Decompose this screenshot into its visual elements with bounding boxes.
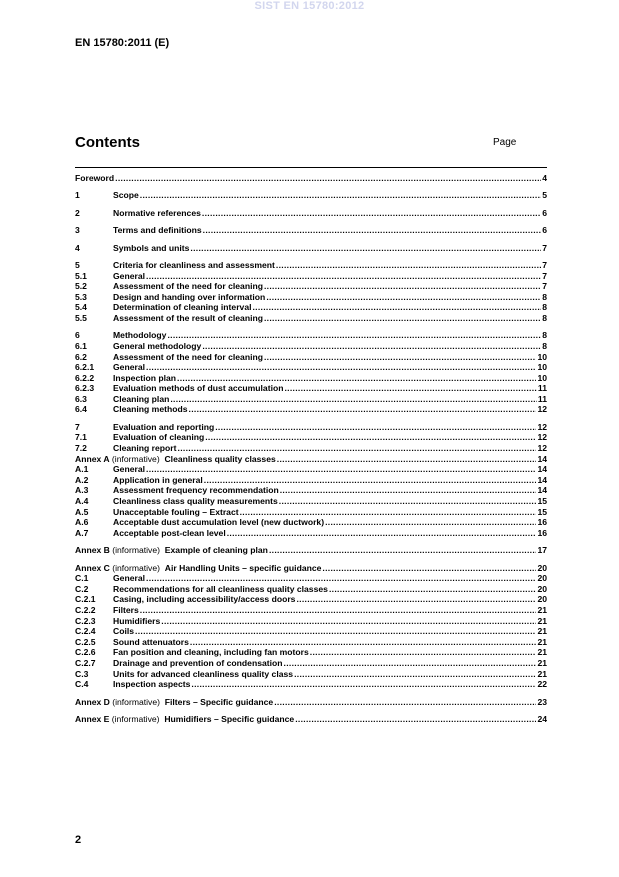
dot-leader — [146, 573, 536, 584]
toc-entry-title: General — [113, 362, 146, 373]
toc-entry-page: 8 — [542, 312, 547, 323]
annex-informative-label: (informative) — [109, 562, 165, 573]
toc-entry-title: Coils — [113, 626, 135, 637]
toc-entry-number: 6.2 — [75, 351, 87, 362]
toc-entry-page: 22 — [537, 679, 547, 690]
toc-entry-title: Units for advanced cleanliness quality class — [113, 668, 294, 679]
dot-leader — [295, 714, 536, 725]
toc-entry-page: 11 — [537, 383, 547, 394]
toc-entry-title: Cleanliness class quality measurements — [113, 496, 278, 507]
dot-leader — [264, 281, 541, 292]
toc-entry-title: Assessment of the need for cleaning — [113, 351, 263, 362]
toc-entry[interactable] — [75, 383, 547, 394]
annex-informative-label: (informative) — [109, 545, 165, 556]
toc-entry-number: C.2.3 — [75, 615, 96, 626]
toc-entry-title: Determination of cleaning interval — [113, 302, 252, 313]
toc-entry[interactable] — [75, 584, 547, 595]
dot-leader — [279, 496, 537, 507]
toc-entry[interactable] — [75, 573, 547, 584]
toc-entry-title: Criteria for cleanliness and assessment — [113, 259, 275, 270]
dot-leader — [240, 507, 537, 518]
page-number: 2 — [75, 834, 82, 846]
toc-entry-number: A.2 — [75, 474, 89, 485]
toc-entry-page: 21 — [537, 647, 547, 658]
watermark: SIST EN 15780:2012 — [254, 0, 365, 12]
toc-entry-number: A.6 — [75, 517, 89, 528]
toc-entry-title: General — [113, 573, 146, 584]
toc-entry-number: 6.1 — [75, 340, 87, 351]
toc-entry-page: 14 — [537, 485, 547, 496]
toc-entry[interactable] — [75, 362, 547, 373]
toc-entry-page: 20 — [537, 562, 547, 573]
dot-leader — [284, 383, 536, 394]
toc-entry-page: 8 — [542, 291, 547, 302]
toc-entries — [75, 173, 547, 724]
dot-leader — [269, 545, 537, 556]
toc-entry-number: C.2.1 — [75, 594, 96, 605]
toc-entry-title: Sound attenuators — [113, 636, 189, 647]
toc-entry-title: Application in general — [113, 474, 203, 485]
toc-entry-title: Recommendations for all cleanliness quality classes — [113, 583, 328, 594]
toc-annex-entry[interactable] — [75, 545, 547, 556]
toc-entry-title: Inspection plan — [113, 372, 177, 383]
toc-entry[interactable] — [75, 626, 547, 637]
toc-entry-title: Filters — [113, 604, 139, 615]
toc-entry-page: 7 — [542, 242, 547, 253]
toc-entry-number: C.2 — [75, 583, 89, 594]
toc-entry-page: 21 — [537, 657, 547, 668]
toc-entry-title: Acceptable dust accumulation level (new ductwork) — [113, 517, 325, 528]
toc-entry[interactable] — [75, 475, 547, 486]
dot-leader — [205, 432, 536, 443]
toc-entry-number: 5.5 — [75, 312, 87, 323]
toc-entry[interactable] — [75, 173, 547, 184]
toc-entry[interactable] — [75, 404, 547, 415]
toc-entry-page: 21 — [537, 668, 547, 679]
toc-entry[interactable] — [75, 517, 547, 528]
toc-entry-page: 10 — [537, 372, 547, 383]
toc-entry-page: 16 — [537, 517, 547, 528]
toc-annex-entry[interactable] — [75, 714, 547, 725]
toc-entry[interactable] — [75, 341, 547, 352]
toc-entry-title: Design and handing over information — [113, 291, 266, 302]
toc-entry-page: 23 — [537, 696, 547, 707]
dot-leader — [310, 647, 537, 658]
toc-entry-title — [75, 454, 276, 465]
toc-entry-title: Cleaning plan — [113, 393, 170, 404]
toc-entry-title: Scope — [113, 190, 139, 201]
toc-entry-page: 10 — [537, 362, 547, 373]
toc-entry-title — [75, 714, 294, 725]
toc-entry-page: 24 — [537, 713, 547, 724]
dot-leader — [329, 584, 537, 595]
toc-entry[interactable] — [75, 422, 547, 433]
dot-leader — [140, 190, 541, 201]
toc-entry-number: 5 — [75, 259, 80, 270]
toc-entry-page: 20 — [537, 573, 547, 584]
toc-entry[interactable] — [75, 225, 547, 236]
toc-entry-number: A.7 — [75, 527, 89, 538]
toc-entry[interactable] — [75, 302, 547, 313]
toc-entry-number: 7 — [75, 421, 80, 432]
toc-entry[interactable] — [75, 605, 547, 616]
toc-entry-title: General — [113, 464, 146, 475]
toc-entry-title: Acceptable post-clean level — [113, 527, 226, 538]
toc-entry[interactable] — [75, 507, 547, 518]
toc-entry[interactable] — [75, 464, 547, 475]
toc-entry[interactable] — [75, 373, 547, 384]
toc-entry-number: A.1 — [75, 464, 89, 475]
toc-entry-page: 14 — [537, 474, 547, 485]
toc-entry-number: 6.4 — [75, 404, 87, 415]
toc-entry-title: Methodology — [113, 330, 167, 341]
dot-leader — [140, 605, 537, 616]
toc-entry-title: Cleaning report — [113, 443, 177, 454]
annex-title: Filters – Specific guidance — [164, 696, 274, 707]
toc-entry-title: Evaluation methods of dust accumulation — [113, 383, 284, 394]
toc-entry-number: A.4 — [75, 496, 89, 507]
toc-entry-title: Unacceptable fouling – Extract — [113, 506, 239, 517]
dot-leader — [280, 485, 537, 496]
table-of-contents — [75, 167, 547, 724]
toc-entry-title: Fan position and cleaning, including fan motors — [113, 647, 309, 658]
toc-entry-number: 5.3 — [75, 291, 87, 302]
toc-entry[interactable] — [75, 260, 547, 271]
toc-entry-page: 6 — [542, 207, 547, 218]
toc-entry-page: 10 — [537, 351, 547, 362]
toc-entry-page: 4 — [542, 173, 547, 183]
toc-entry-page: 20 — [537, 594, 547, 605]
dot-leader — [284, 658, 537, 669]
toc-entry[interactable] — [75, 496, 547, 507]
toc-entry-page: 20 — [537, 583, 547, 594]
toc-entry-page: 7 — [542, 259, 547, 270]
toc-entry-number: 4 — [75, 242, 80, 253]
toc-entry-title: Assessment of the result of cleaning — [113, 312, 263, 323]
dot-leader — [189, 404, 537, 415]
dot-leader — [227, 528, 537, 539]
toc-entry-page: 17 — [537, 545, 547, 556]
toc-entry-number: C.4 — [75, 679, 89, 690]
toc-entry-page: 7 — [542, 270, 547, 281]
dot-leader — [146, 271, 541, 282]
toc-entry-page: 6 — [542, 225, 547, 236]
toc-entry-number: 6.2.3 — [75, 383, 95, 394]
dot-leader — [146, 464, 536, 475]
toc-entry[interactable] — [75, 330, 547, 341]
toc-entry-page: 15 — [537, 506, 547, 517]
toc-entry-title: Cleaning methods — [113, 404, 188, 415]
toc-entry-number: 6.3 — [75, 393, 87, 404]
toc-entry-title — [75, 563, 321, 574]
toc-entry[interactable] — [75, 443, 547, 454]
toc-entry[interactable] — [75, 190, 547, 201]
dot-leader — [146, 362, 536, 373]
dot-leader — [294, 669, 536, 680]
toc-entry-page: 14 — [537, 453, 547, 464]
dot-leader — [266, 292, 541, 303]
toc-entry-page: 8 — [542, 340, 547, 351]
toc-rule — [75, 167, 547, 168]
annex-title: Example of cleaning plan — [164, 545, 268, 556]
toc-entry-number: C.2.5 — [75, 636, 96, 647]
toc-entry[interactable] — [75, 616, 547, 627]
toc-entry-title: Inspection aspects — [113, 679, 191, 690]
toc-entry-number: 5.2 — [75, 281, 87, 292]
toc-entry[interactable] — [75, 281, 547, 292]
toc-entry[interactable] — [75, 637, 547, 648]
toc-entry-title — [75, 545, 268, 556]
toc-entry-number: C.2.2 — [75, 604, 96, 615]
toc-entry-title: General methodology — [113, 340, 202, 351]
annex-title: Cleanliness quality classes — [164, 453, 276, 464]
dot-leader — [204, 475, 537, 486]
dot-leader — [203, 225, 542, 236]
toc-entry[interactable] — [75, 394, 547, 405]
dot-leader — [115, 173, 541, 184]
toc-entry[interactable] — [75, 594, 547, 605]
toc-entry-page: 14 — [537, 464, 547, 475]
toc-entry-number: 5.4 — [75, 302, 87, 313]
toc-entry-number: C.1 — [75, 573, 89, 584]
toc-entry-number: C.3 — [75, 668, 89, 679]
toc-entry[interactable] — [75, 208, 547, 219]
toc-entry[interactable] — [75, 647, 547, 658]
dot-leader — [170, 394, 537, 405]
annex-title: Humidifiers – Specific guidance — [164, 713, 295, 724]
dot-leader — [190, 637, 537, 648]
annex-label: Annex C — [75, 562, 110, 573]
toc-entry[interactable] — [75, 243, 547, 254]
toc-entry-number: C.2.7 — [75, 657, 96, 668]
dot-leader — [202, 208, 541, 219]
annex-label: Annex A — [75, 453, 110, 464]
page-title: Contents — [75, 134, 140, 151]
dot-leader — [276, 260, 541, 271]
toc-annex-entry[interactable] — [75, 563, 547, 574]
toc-entry-number: A.3 — [75, 485, 89, 496]
annex-informative-label: (informative) — [109, 453, 165, 464]
dot-leader — [167, 330, 541, 341]
dot-leader — [264, 313, 541, 324]
toc-entry-page: 12 — [537, 443, 547, 454]
toc-entry-number: 6.2.2 — [75, 372, 95, 383]
toc-entry-page: 12 — [537, 421, 547, 432]
toc-entry-page: 5 — [542, 190, 547, 201]
toc-entry[interactable] — [75, 485, 547, 496]
toc-entry-title: Humidifiers — [113, 615, 161, 626]
toc-entry-page: 21 — [537, 626, 547, 637]
toc-entry-number: 1 — [75, 190, 80, 201]
annex-label: Annex E — [75, 713, 110, 724]
toc-entry-page: 12 — [537, 432, 547, 443]
dot-leader — [135, 626, 536, 637]
toc-entry-number: C.2.4 — [75, 626, 96, 637]
dot-leader — [191, 679, 536, 690]
toc-entry[interactable] — [75, 313, 547, 324]
toc-entry[interactable] — [75, 528, 547, 539]
toc-entry-number: 5.1 — [75, 270, 87, 281]
annex-informative-label: (informative) — [109, 696, 165, 707]
annex-label: Annex B — [75, 545, 110, 556]
annex-label: Annex D — [75, 696, 110, 707]
dot-leader — [264, 352, 536, 363]
dot-leader — [277, 454, 537, 465]
toc-entry[interactable] — [75, 352, 547, 363]
toc-entry-number: 6 — [75, 330, 80, 341]
toc-entry-title: Drainage and prevention of condensation — [113, 657, 283, 668]
toc-entry-title: Terms and definitions — [113, 225, 202, 236]
dot-leader — [325, 517, 536, 528]
toc-entry-page: 8 — [542, 302, 547, 313]
annex-informative-label: (informative) — [109, 713, 165, 724]
toc-entry-page: 16 — [537, 527, 547, 538]
annex-title: Air Handling Units – specific guidance — [164, 562, 322, 573]
dot-leader — [161, 616, 536, 627]
toc-entry[interactable] — [75, 432, 547, 443]
toc-entry-title — [75, 697, 273, 708]
dot-leader — [296, 594, 536, 605]
toc-annex-entry[interactable] — [75, 454, 547, 465]
toc-entry-number: C.2.6 — [75, 647, 96, 658]
toc-entry-page: 7 — [542, 281, 547, 292]
toc-entry-page: 15 — [537, 496, 547, 507]
toc-entry-number: 7.2 — [75, 443, 87, 454]
dot-leader — [178, 443, 537, 454]
toc-entry-title: Assessment of the need for cleaning — [113, 281, 263, 292]
toc-entry-number: 7.1 — [75, 432, 87, 443]
dot-leader — [190, 243, 541, 254]
page-column-label: Page — [493, 137, 517, 148]
toc-entry-title: Assessment frequency recommendation — [113, 485, 279, 496]
dot-leader — [202, 341, 541, 352]
toc-entry[interactable] — [75, 658, 547, 669]
toc-entry-page: 11 — [537, 393, 547, 404]
toc-annex-entry[interactable] — [75, 697, 547, 708]
toc-entry-number: 2 — [75, 207, 80, 218]
dot-leader — [322, 563, 536, 574]
dot-leader — [252, 302, 541, 313]
toc-entry-title: General — [113, 270, 146, 281]
toc-entry-number: 3 — [75, 225, 80, 236]
toc-entry[interactable] — [75, 679, 547, 690]
dot-leader — [274, 697, 536, 708]
toc-entry-number: A.5 — [75, 506, 89, 517]
toc-entry-page: 21 — [537, 615, 547, 626]
toc-entry-title: Normative references — [113, 207, 201, 218]
toc-entry-page: 8 — [542, 330, 547, 341]
document-id: EN 15780:2011 (E) — [75, 37, 170, 49]
toc-entry-page: 21 — [537, 604, 547, 615]
toc-entry-title: Evaluation of cleaning — [113, 432, 205, 443]
toc-entry-title: Casing, including accessibility/access doors — [113, 594, 296, 605]
toc-entry-title: Symbols and units — [113, 242, 190, 253]
toc-entry[interactable] — [75, 292, 547, 303]
toc-entry-title: Foreword — [75, 173, 115, 183]
toc-entry[interactable] — [75, 669, 547, 680]
toc-entry-page: 12 — [537, 404, 547, 415]
toc-entry[interactable] — [75, 271, 547, 282]
toc-entry-title: Evaluation and reporting — [113, 421, 215, 432]
toc-entry-number: 6.2.1 — [75, 362, 95, 373]
toc-entry-page: 21 — [537, 636, 547, 647]
dot-leader — [215, 422, 536, 433]
dot-leader — [177, 373, 536, 384]
